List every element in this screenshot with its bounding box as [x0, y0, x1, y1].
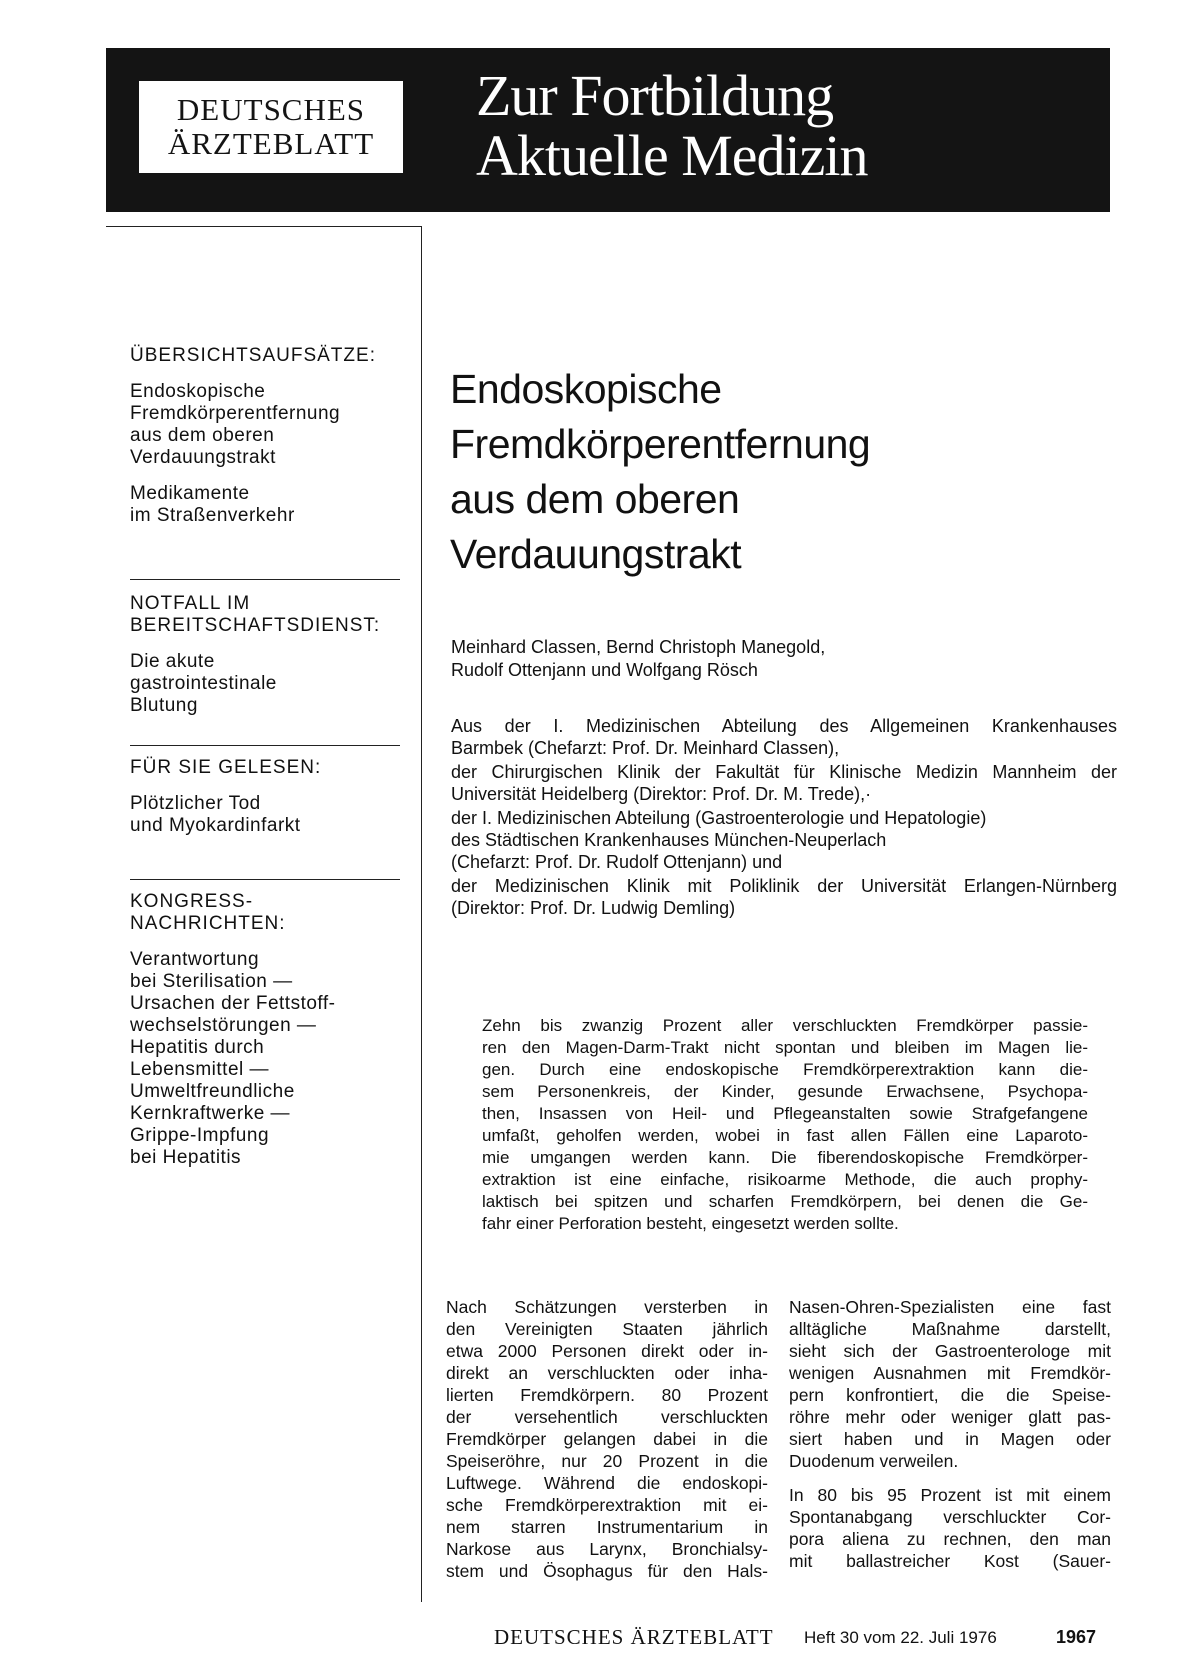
- abstract-line: then, Insassen von Heil- und Pflegeanstalten sowie Strafgefangene: [482, 1104, 1088, 1123]
- body-paragraph: [789, 1296, 1111, 1472]
- affiliation-line: des Städtischen Krankenhauses München-Neuperlach: [451, 830, 887, 850]
- body-line: Nach Schätzungen versterben in: [446, 1297, 768, 1317]
- affiliation-line: Barmbek (Chefarzt: Prof. Dr. Meinhard Classen),: [451, 738, 840, 758]
- article-abstract: [482, 1015, 1088, 1235]
- affiliation-line: Universität Heidelberg (Direktor: Prof. Dr. M. Trede),·: [451, 784, 872, 804]
- body-line: mit ballastreicher Kost (Sauer-: [789, 1551, 1111, 1571]
- abstract-line: Zehn bis zwanzig Prozent aller verschluckten Fremdkörper passie-: [482, 1016, 1088, 1035]
- masthead: [106, 48, 1110, 212]
- body-line: röhre mehr oder weniger glatt pas-: [789, 1407, 1111, 1427]
- authors-line: Rudolf Ottenjann und Wolfgang Rösch: [451, 660, 758, 680]
- page-number: 1967: [1056, 1627, 1097, 1647]
- sidebar-item: Medikamente im Straßenverkehr: [130, 483, 295, 526]
- body-line: Spontanabgang verschluckter Cor-: [789, 1507, 1111, 1527]
- body-line: wenigen Ausnahmen mit Fremdkör-: [789, 1363, 1111, 1383]
- abstract-line: mie umgangen werden kann. Die fiberendoskopische Fremdkörper-: [482, 1148, 1088, 1167]
- footer-issue: Heft 30 vom 22. Juli 1976: [804, 1628, 997, 1647]
- body-line: pora aliena zu rechnen, den man: [789, 1529, 1111, 1549]
- body-line: lierten Fremdkörpern. 80 Prozent: [446, 1385, 768, 1405]
- article-title-line: Verdauungstrakt: [450, 531, 742, 577]
- sidebar-section-congress: [130, 891, 400, 1183]
- sidebar-section-read-for-you: [130, 757, 400, 851]
- logo-line-2: ÄRZTEBLATT: [167, 126, 375, 161]
- body-line: alltägliche Maßnahme darstellt,: [789, 1319, 1111, 1339]
- article-title: [450, 362, 870, 582]
- affiliation-line: Aus der I. Medizinischen Abteilung des Allgemeinen Krankenhauses: [451, 716, 1117, 736]
- abstract-line: gen. Durch eine endoskopische Fremdkörperextraktion kann die-: [482, 1060, 1088, 1079]
- affiliation: [451, 807, 1117, 873]
- affiliation: [451, 875, 1117, 919]
- sidebar-divider: [130, 579, 400, 580]
- sidebar-section-overview: [130, 345, 400, 541]
- body-line: der versehentlich verschluckten: [446, 1407, 768, 1427]
- body-line: Fremdkörper gelangen dabei in die: [446, 1429, 768, 1449]
- footer-journal-name: DEUTSCHES ÄRZTEBLATT: [494, 1625, 774, 1649]
- article-authors: [451, 636, 1091, 682]
- body-line: sieht sich der Gastroenterologe mit: [789, 1341, 1111, 1361]
- affiliation-line: (Chefarzt: Prof. Dr. Rudolf Ottenjann) und: [451, 852, 783, 872]
- sidebar-heading: FÜR SIE GELESEN:: [130, 757, 322, 778]
- body-line: Nasen-Ohren-Spezialisten eine fast: [789, 1297, 1111, 1317]
- body-line: Duodenum verweilen.: [789, 1451, 959, 1471]
- affiliation-line: der I. Medizinischen Abteilung (Gastroenterologie und Hepatologie): [451, 808, 987, 828]
- body-column-left: [446, 1296, 768, 1582]
- body-line: siert haben und in Magen oder: [789, 1429, 1111, 1449]
- sidebar-divider: [130, 745, 400, 746]
- sidebar-item: Plötzlicher Tod und Myokardinfarkt: [130, 793, 301, 836]
- abstract-line: laktisch bei spitzen und scharfen Fremdkörpern, bei denen die Ge-: [482, 1192, 1088, 1211]
- section-title-line-2: Aktuelle Medizin: [476, 123, 868, 188]
- body-line: In 80 bis 95 Prozent ist mit einem: [789, 1485, 1111, 1505]
- body-line: den Vereinigten Staaten jährlich: [446, 1319, 768, 1339]
- affiliation-line: der Medizinischen Klinik mit Poliklinik der Universität Erlangen-Nürnberg: [451, 876, 1117, 896]
- body-line: stem und Ösophagus für den Hals-: [446, 1561, 768, 1581]
- article-affiliations: [451, 715, 1117, 921]
- abstract-line: fahr einer Perforation besteht, eingesetzt werden sollte.: [482, 1214, 899, 1233]
- sidebar-section-emergency: [130, 593, 400, 731]
- page-footer: [494, 1621, 1110, 1651]
- affiliation: [451, 715, 1117, 759]
- article-title-line: Fremdkörperentfernung: [450, 421, 871, 467]
- body-paragraph: [789, 1484, 1111, 1572]
- body-line: sche Fremdkörperextraktion mit ei-: [446, 1495, 768, 1515]
- section-title: [476, 63, 868, 188]
- sidebar-item: Verantwortung bei Sterilisation — Ursachen der Fettstoff- wechselstörungen — Hepatitis durch Lebensmittel — Umweltfreundliche Kernkraftwerke — Grippe-Impfung bei Hepatitis: [130, 949, 336, 1168]
- affiliation-line: (Direktor: Prof. Dr. Ludwig Demling): [451, 898, 736, 918]
- affiliation-line: der Chirurgischen Klinik der Fakultät für Klinische Medizin Mannheim der: [451, 762, 1117, 782]
- journal-logo: [136, 78, 406, 176]
- abstract-line: ren den Magen-Darm-Trakt nicht spontan und bleiben im Magen lie-: [482, 1038, 1088, 1057]
- abstract-line: sem Personenkreis, der Kinder, gesunde Erwachsene, Psychopa-: [482, 1082, 1088, 1101]
- body-line: direkt an verschluckten oder inha-: [446, 1363, 768, 1383]
- sidebar-item: Endoskopische Fremdkörperentfernung aus dem oberen Verdauungstrakt: [130, 381, 341, 468]
- abstract-line: umfaßt, geholfen werden, wobei in fast allen Fällen eine Laparoto-: [482, 1126, 1088, 1145]
- body-line: nem starren Instrumentarium in: [446, 1517, 768, 1537]
- article-title-line: Endoskopische: [450, 366, 722, 412]
- abstract-line: extraktion ist eine einfache, risikoarme Methode, die auch prophy-: [482, 1170, 1088, 1189]
- sidebar-heading: NOTFALL IM BEREITSCHAFTSDIENST:: [130, 593, 381, 636]
- body-line: etwa 2000 Personen direkt oder in-: [446, 1341, 768, 1361]
- sidebar-heading: ÜBERSICHTSAUFSÄTZE:: [130, 345, 376, 366]
- contents-sidebar: [106, 226, 422, 1602]
- logo-line-1: DEUTSCHES: [176, 92, 366, 127]
- affiliation: [451, 761, 1117, 805]
- body-column-right: [789, 1296, 1111, 1584]
- body-line: pern konfrontiert, die die Speise-: [789, 1385, 1111, 1405]
- body-line: Speiseröhre, nur 20 Prozent in die: [446, 1451, 768, 1471]
- authors-line: Meinhard Classen, Bernd Christoph Manegold,: [451, 637, 826, 657]
- sidebar-divider: [130, 879, 400, 880]
- sidebar-item: Die akute gastrointestinale Blutung: [130, 651, 277, 716]
- body-line: Luftwege. Während die endoskopi-: [446, 1473, 768, 1493]
- section-title-line-1: Zur Fortbildung: [476, 63, 834, 128]
- article-title-line: aus dem oberen: [450, 476, 740, 522]
- body-line: Narkose aus Larynx, Bronchialsy-: [446, 1539, 768, 1559]
- sidebar-heading: KONGRESS- NACHRICHTEN:: [130, 891, 286, 934]
